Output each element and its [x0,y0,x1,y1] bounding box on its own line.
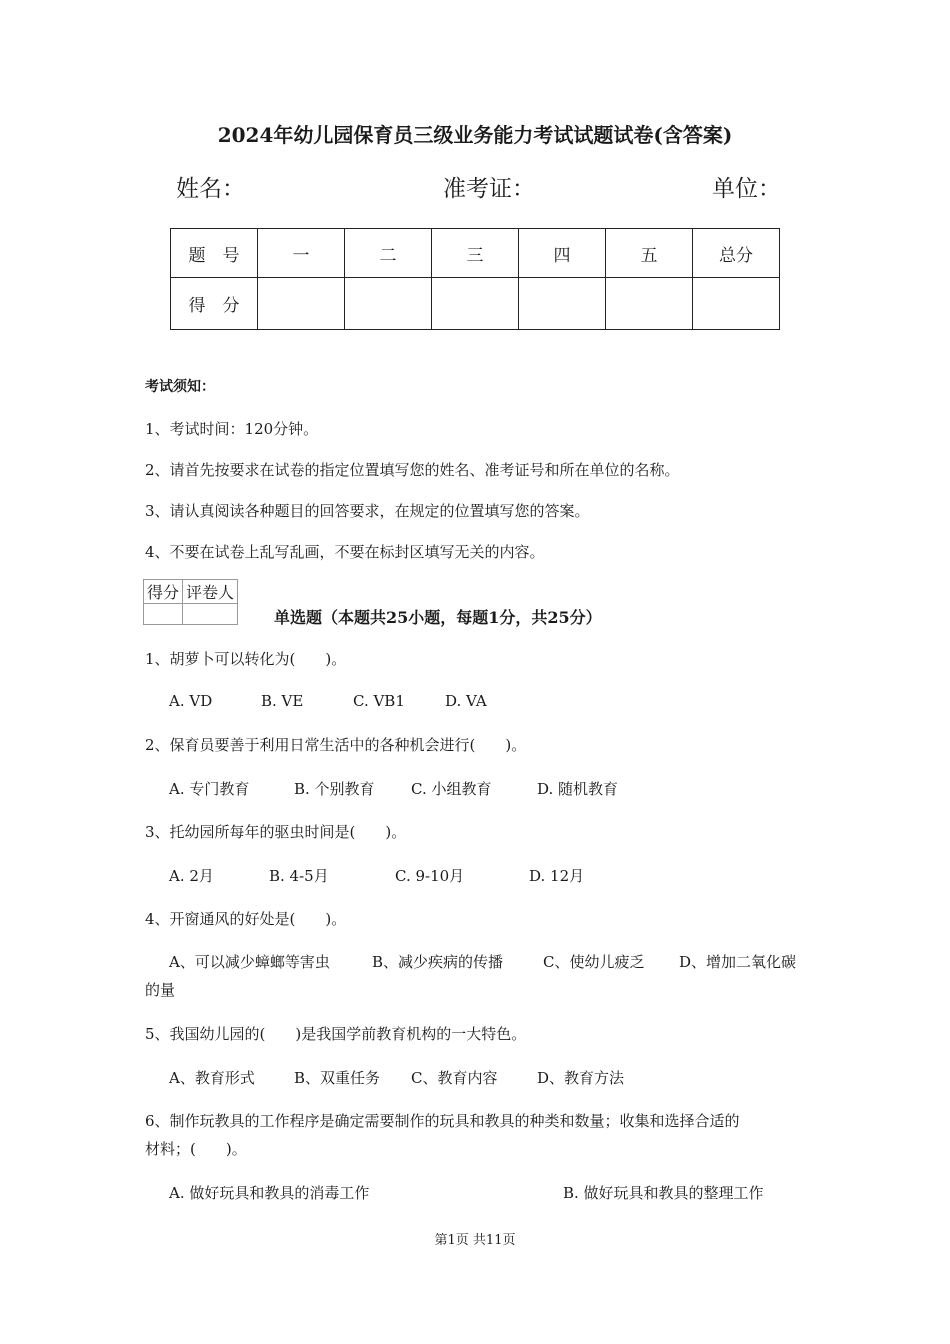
option: C. VB1 [353,692,405,710]
score-cell[interactable] [432,278,519,330]
notice-item: 2、请首先按要求在试卷的指定位置填写您的姓名、准考证号和所在单位的名称。 [145,461,680,479]
score-table-header-cell: 二 [345,229,432,278]
question-text-continuation: 材料；( )。 [145,1140,247,1158]
option: D. 12月 [529,867,585,885]
option: D. VA [445,692,487,710]
option: B、双重任务 [294,1069,381,1087]
notice-item: 4、不要在试卷上乱写乱画，不要在标封区填写无关的内容。 [145,543,545,561]
grader-box-score-label: 得分 [144,580,183,604]
question-text: 6、制作玩教具的工作程序是确定需要制作的玩具和教具的种类和数量；收集和选择合适的 [145,1112,740,1130]
grader-box-grader-label: 评卷人 [183,580,238,604]
notice-heading: 考试须知： [145,379,215,395]
option: D、教育方法 [537,1069,625,1087]
grader-box [143,579,238,625]
grader-box-grader-cell[interactable] [183,604,238,625]
option: D、增加二氧化碳 [679,953,797,971]
score-table-header-row [171,229,780,278]
exam-id-field-label: 准考证： [443,176,535,202]
score-table-header-cell: 五 [606,229,693,278]
question-text: 2、保育员要善于利用日常生活中的各种机会进行( )。 [145,736,527,754]
page-title: 2024年幼儿园保育员三级业务能力考试试题试卷(含答案) [217,123,733,147]
option: C、使幼儿疲乏 [543,953,645,971]
score-table-header-cell: 四 [519,229,606,278]
grader-box-score-cell[interactable] [144,604,183,625]
option: B. 个别教育 [294,780,375,798]
question-text: 1、胡萝卜可以转化为( )。 [145,650,347,668]
notice-item: 1、考试时间：120分钟。 [145,420,319,438]
name-field-label: 姓名： [176,176,245,202]
option: B、减少疾病的传播 [372,953,504,971]
section-title: 单选题（本题共25小题，每题1分，共25分） [274,608,602,627]
option: C. 小组教育 [411,780,492,798]
option-continuation: 的量 [145,981,176,999]
option: A. 2月 [169,867,214,885]
option: A、教育形式 [169,1069,255,1087]
score-table-row-label: 得 分 [171,278,258,330]
question-text: 5、我国幼儿园的( )是我国学前教育机构的一大特色。 [145,1025,527,1043]
score-cell[interactable] [693,278,780,330]
score-cell[interactable] [519,278,606,330]
option: D. 随机教育 [537,780,619,798]
score-table-header-cell: 题 号 [171,229,258,278]
unit-field-label: 单位： [712,176,781,202]
question-text: 3、托幼园所每年的驱虫时间是( )。 [145,823,407,841]
score-table-score-row [171,278,780,330]
score-cell[interactable] [606,278,693,330]
option: C、教育内容 [411,1069,498,1087]
page-footer: 第1页 共11页 [434,1233,516,1248]
option: C. 9-10月 [395,867,465,885]
score-table-header-cell: 一 [258,229,345,278]
option: A. 专门教育 [169,780,250,798]
option: A. 做好玩具和教具的消毒工作 [169,1184,370,1202]
notice-item: 3、请认真阅读各种题目的回答要求，在规定的位置填写您的答案。 [145,502,590,520]
score-table-header-cell: 总分 [693,229,780,278]
option: B. 4-5月 [269,867,329,885]
score-table [170,228,780,330]
option: B. 做好玩具和教具的整理工作 [563,1184,764,1202]
option: A. VD [169,692,213,710]
option: A、可以减少蟑螂等害虫 [169,953,330,971]
option: B. VE [261,692,304,710]
score-cell[interactable] [258,278,345,330]
question-text: 4、开窗通风的好处是( )。 [145,910,347,928]
score-table-header-cell: 三 [432,229,519,278]
score-cell[interactable] [345,278,432,330]
